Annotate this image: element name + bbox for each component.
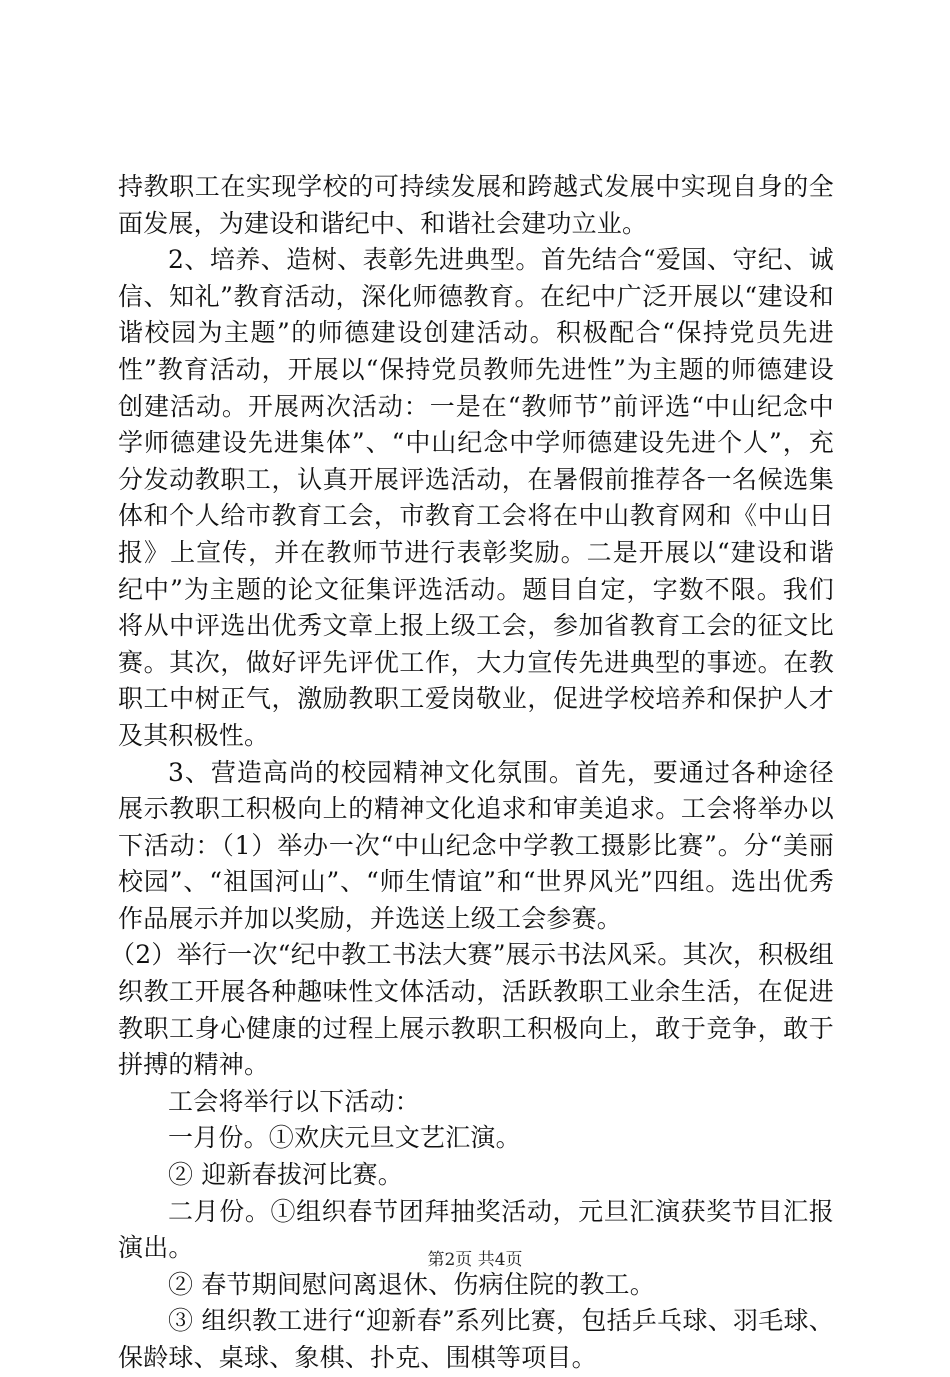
page-number-footer: 第2页 共4页: [427, 1250, 523, 1270]
paragraph-continuation: 持教职工在实现学校的可持续发展和跨越式发展中实现自身的全面发展，为建设和谐纪中、和谐社会建功立业。: [118, 172, 834, 238]
document-body: [110, 169, 834, 1377]
paragraph-january-item-1: 一月份。①欢庆元旦文艺汇演。: [168, 1123, 521, 1153]
paragraph-february-item-3: ③ 组织教工进行“迎新春”系列比赛，包括乒乓球、羽毛球、保龄球、桌球、象棋、扑克、围棋等项目。: [118, 1306, 834, 1372]
paragraph-activities-intro: 工会将举行以下活动：: [168, 1086, 421, 1116]
paragraph-calligraphy-contest: （2）举行一次“纪中教工书法大赛”展示书法风采。其次，积极组织教工开展各种趣味性文体活动，活跃教职工业余生活，在促进教职工身心健康的过程上展示教职工积极向上，敢于竞争，敢于拼搏的精神。: [110, 940, 834, 1080]
paragraph-january-item-2: ② 迎新春拔河比赛。: [168, 1160, 403, 1190]
paragraph-february-item-1: 二月份。①组织春节团拜抽奖活动，元旦汇演获奖节目汇报演出。: [118, 1196, 834, 1263]
paragraph-model-teachers: 2、培养、造树、表彰先进典型。首先结合“爱国、守纪、诚信、知礼”教育活动，深化师德教育。在纪中广泛开展以“建设和谐校园为主题”的师德建设创建活动。积极配合“保持党员先进性”教育活动，开展以“保持党员教师先进性”为主题的师德建设创建活动。开展两次活动：一是在“教师节”前评选“中山纪念中学师德建设先进集体”、“中山纪念中学师德建设先进个人”，充分发动教职工，认真开展评选活动，在暑假前推荐各一名候选集体和个人给市教育工会，市教育工会将在中山教育网和《中山日报》上宣传，并在教师节进行表彰奖励。二是开展以“建设和谐纪中”为主题的论文征集评选活动。题目自定，字数不限。我们将从中评选出优秀文章上报上级工会，参加省教育工会的征文比赛。其次，做好评先评优工作，大力宣传先进典型的事迹。在教职工中树正气，激励教职工爱岗敬业，促进学校培养和保护人才及其积极性。: [118, 245, 834, 750]
paragraph-campus-culture: 3、营造高尚的校园精神文化氛围。首先，要通过各种途径展示教职工积极向上的精神文化追求和审美追求。工会将举办以下活动：（1）举办一次“中山纪念中学教工摄影比赛”。分“美丽校园”、“祖国河山”、“师生情谊”和“世界风光”四组。选出优秀作品展示并加以奖励，并选送上级工会参赛。: [118, 757, 834, 933]
paragraph-february-item-2: ② 春节期间慰问离退休、伤病住院的教工。: [168, 1269, 655, 1299]
